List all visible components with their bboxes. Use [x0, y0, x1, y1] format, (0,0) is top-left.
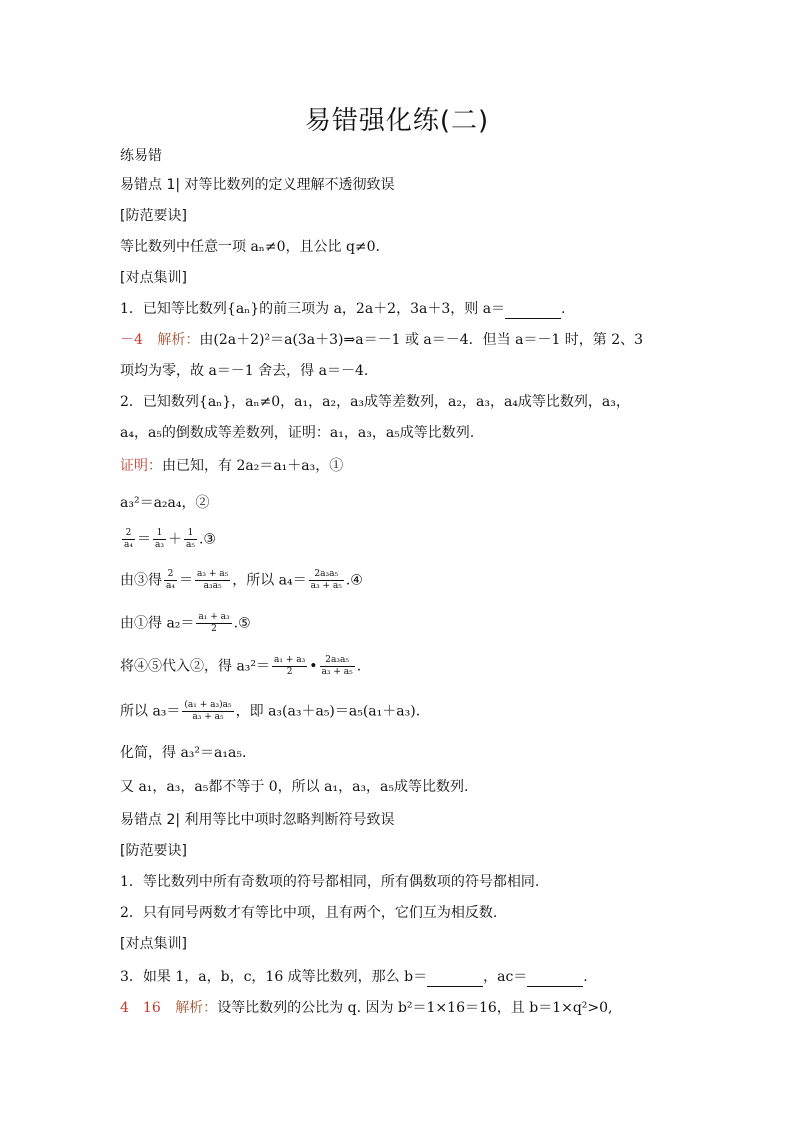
fraction: $\frac{\text{a₁ + a₃}}{2}$ [274, 655, 306, 677]
error-point-1: 易错点 1| 对等比数列的定义理解不透彻致误 [120, 177, 395, 193]
proof-line-3: $\frac{2}{\text{a₄}}$ ＝ $\frac{1}{\text{a₃}}$ ＋ $\frac{1}{\text{a₅}}$ .③ [124, 528, 216, 550]
tips-label-2: [防范要诀] [120, 843, 187, 859]
proof-line-5: 由①得 a₂＝ $\frac{\text{a₁ + a₃}}{2}$ .⑤ [120, 612, 251, 634]
train-label-1: [对点集训] [120, 270, 187, 286]
answer-blank-3a [427, 972, 483, 987]
answer-3-value: 4 16 [120, 1000, 161, 1016]
fraction: $\frac{2}{\text{a₄}}$ [166, 569, 175, 591]
fraction: $\frac{2}{\text{a₄}}$ [124, 528, 133, 550]
proof-line-6: 将④⑤代入②，得 a₃²＝ $\frac{\text{a₁ + a₃}}{2}$ • $\frac{\text{2a₃a₅}}{\text{a₃ + a₅}}$ . [120, 655, 362, 677]
fraction: $\frac{\text{a₁ + a₃}}{2}$ [198, 612, 230, 634]
question-1-end: . [561, 301, 566, 317]
section-heading: 练易错 [120, 148, 162, 164]
fraction: $\frac{\text{2a₃a₅}}{\text{a₃ + a₅}}$ [310, 569, 342, 591]
answer-3 [120, 998, 613, 1018]
tips-text-1: 等比数列中任意一项 aₙ≠0，且公比 q≠0. [120, 239, 380, 255]
answer-1-label: 解析： [157, 332, 200, 348]
fraction: $\frac{1}{\text{a₃}}$ [154, 528, 164, 550]
answer-blank-3b [527, 972, 583, 987]
proof-label: 证明： [120, 458, 162, 474]
train-label-2: [对点集训] [120, 936, 187, 952]
answer-1-continued: 项均为零，故 a＝－1 舍去，得 a＝－4. [120, 363, 369, 379]
proof-line-9: 又 a₁，a₃，a₅都不等于 0，所以 a₁，a₃，a₅成等比数列. [120, 779, 469, 795]
answer-3-text: 设等比数列的公比为 q. 因为 b²＝1×16＝16，且 b＝1×q²>0, [217, 1000, 613, 1016]
tips-label-1: [防范要诀] [120, 208, 187, 224]
question-3-text: 3．如果 1，a，b，c，16 成等比数列，那么 b＝ [120, 969, 428, 985]
answer-blank-1 [505, 304, 561, 319]
tips-text-2-2: 2．只有同号两数才有等比中项，且有两个，它们互为相反数. [120, 905, 498, 921]
question-2-continued: a₄，a₅的倒数成等差数列，证明：a₁，a₃，a₅成等比数列. [120, 425, 475, 441]
proof-line-7: 所以 a₃＝ $\frac{\text{(a₁ + a₃)a₅}}{\text{a₃ + a₅}}$ ，即 a₃(a₃＋a₅)＝a₅(a₁＋a₃). [120, 700, 421, 722]
tips-text-2-1: 1．等比数列中所有奇数项的符号都相同，所有偶数项的符号都相同. [120, 874, 540, 890]
question-3-end: . [583, 969, 588, 985]
answer-1 [120, 330, 643, 350]
proof-line-1 [120, 456, 343, 476]
proof-line-4: 由③得 $\frac{2}{\text{a₄}}$ ＝ $\frac{\text{a₃ + a₅}}{\text{a₃a₅}}$ ，所以 a₄＝ $\frac{\text{2a₃a₅}}{\text{a₃ + a₅}}$ .④ [120, 569, 363, 591]
question-3-mid: ，ac＝ [483, 969, 528, 985]
answer-1-text: 由(2a＋2)²＝a(3a＋3)⇒a＝－1 或 a＝－4．但当 a＝－1 时，第 2、3 [199, 332, 644, 348]
answer-3-label: 解析： [175, 1000, 218, 1016]
proof-line-1-text: 由已知，有 2a₂＝a₁＋a₃，① [162, 458, 344, 474]
question-1-text: 1．已知等比数列{aₙ}的前三项为 a，2a＋2，3a＋3，则 a＝ [120, 301, 506, 317]
proof-line-8: 化简，得 a₃²＝a₁a₅. [120, 745, 247, 761]
fraction: $\frac{\text{(a₁ + a₃)a₅}}{\text{a₃ + a₅}}$ [184, 700, 232, 722]
question-2: 2．已知数列{aₙ}，aₙ≠0，a₁，a₂，a₃成等差数列，a₂，a₃，a₄成等比数列，a₃， [120, 394, 630, 410]
error-point-2: 易错点 2| 利用等比中项时忽略判断符号致误 [120, 812, 395, 828]
fraction: $\frac{\text{2a₃a₅}}{\text{a₃ + a₅}}$ [321, 655, 353, 677]
question-3 [120, 967, 588, 987]
answer-1-value: －4 [120, 332, 143, 348]
fraction: $\frac{1}{\text{a₅}}$ [185, 528, 195, 550]
proof-line-2: a₃²＝a₂a₄，② [120, 495, 210, 511]
question-1 [120, 299, 566, 319]
page-title: 易错强化练(二) [304, 106, 490, 136]
fraction: $\frac{\text{a₃ + a₅}}{\text{a₃a₅}}$ [196, 569, 229, 591]
